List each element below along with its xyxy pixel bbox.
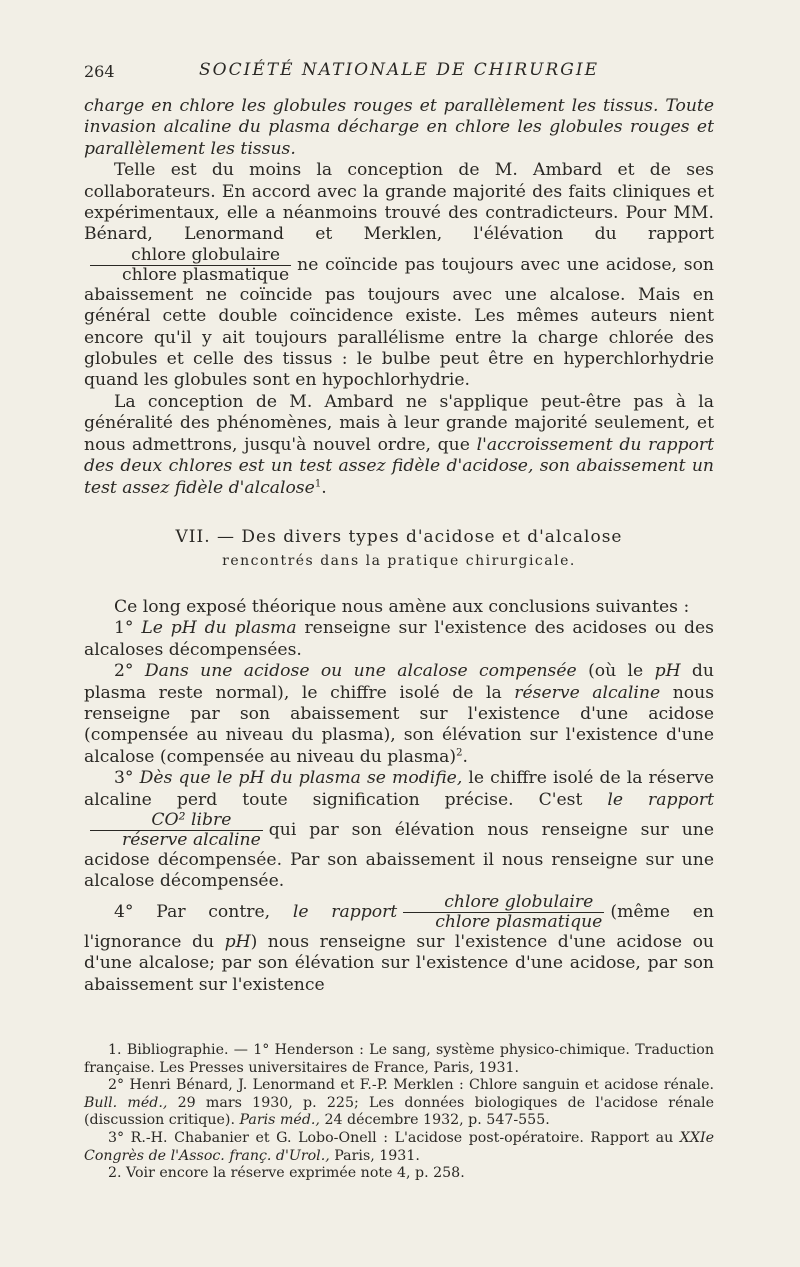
paragraph-ambard	[84, 160, 714, 392]
ratio-chlore-fraction	[90, 246, 291, 285]
list-item	[84, 893, 714, 996]
item-end: .	[462, 746, 468, 767]
footnote-1: 1. Bibliographie. — 1° Henderson : Le sang, système physico-chimique. Traduction française. Les Presses universitaires de France, Paris, 1931.	[84, 1042, 714, 1076]
footnote-2	[84, 1077, 714, 1130]
para3-end: .	[321, 477, 327, 498]
footnote-text: Paris, 1931.	[334, 1147, 420, 1164]
page-header	[84, 58, 714, 86]
para3-italic: l'accroissement du rapport des deux chlores est un test assez fidèle d'acidose, son abaissement un test assez fidèle d'alcalose	[84, 434, 715, 498]
footnote-text: 24 décembre 1932, p. 547-555.	[324, 1112, 550, 1129]
list-item	[84, 768, 714, 893]
item-italic: Dès que le pH du plasma se modifie,	[139, 768, 463, 789]
item-number: 1°	[114, 618, 134, 639]
item-text: qui par son élévation nous renseigne sur une acidose décompensée. Par son abaissement il nous renseigne sur une alcalose décompensée.	[84, 819, 714, 892]
item-italic: le rapport	[292, 901, 398, 922]
journal-title: XXIe Congrès de l'Assoc. franç. d'Urol.,	[84, 1129, 714, 1164]
item-text: le chiffre isolé de la réserve alcaline perd toute signification précise. C'est	[84, 768, 715, 810]
ph-symbol: pH	[224, 931, 251, 952]
ratio-co2-fraction	[90, 811, 263, 850]
paragraph-continuation: charge en chlore les globules rouges et parallèlement les tissus. Toute invasion alcaline du plasma décharge en chlore les globules rouges et parallèlement les tissus.	[84, 96, 714, 159]
fraction-denominator: chlore plasmatique	[435, 911, 603, 932]
item-text: Par contre,	[156, 901, 271, 922]
footnotes	[84, 1042, 714, 1183]
footnote-ref: 1	[314, 477, 322, 489]
fraction-numerator: CO² libre	[90, 811, 263, 831]
ratio-chlore-fraction	[403, 893, 604, 932]
para2-after: ne coïncide pas toujours avec une acidose, son abaissement ne coïncide pas toujours avec une alcalose. Mais en général cette double coïncidence existe. Les mêmes auteurs nient encore qu'il y ait toujours parallélisme entre la charge chlorée des globules et celle des tissus : le bulbe peut être en hyperchlorhydrie quand les globules sont en hypochlorhydrie.	[84, 254, 714, 391]
page-number: 264	[84, 62, 115, 81]
item-text: du plasma reste normal), le chiffre isolé de la	[84, 661, 714, 703]
item-number: 2°	[114, 661, 134, 682]
journal-title: Bull. méd.,	[84, 1094, 168, 1111]
fraction-denominator: réserve alcaline	[122, 829, 261, 850]
item-text: nous renseigne par son abaissement sur l'existence d'une acidose (compensée au niveau du plasma), son élévation sur l'existence d'une alcalose (compensée au niveau du plasma)	[84, 682, 715, 767]
ph-symbol: pH	[654, 661, 681, 682]
footnote-text: 29 mars 1930, p. 225; Les données biologiques de l'acidose rénale (discussion critique).	[84, 1094, 714, 1129]
item-italic: le rapport	[607, 789, 714, 810]
running-title: SOCIÉTÉ NATIONALE DE CHIRURGIE	[199, 60, 599, 80]
item-italic: Dans une acidose ou une alcalose compensée	[144, 661, 577, 682]
item-text: (même en l'ignorance du	[84, 901, 714, 952]
item-italic: réserve alcaline	[514, 682, 661, 703]
item-text: ) nous renseigne sur l'existence d'une acidose ou d'une alcalose; par son élévation sur l'existence d'une acidose, par son abaissement sur l'existence	[84, 931, 714, 995]
item-number: 3°	[114, 768, 134, 789]
body-text	[84, 96, 714, 996]
para3-text: La conception de M. Ambard ne s'applique peut-être pas à la généralité des phénomènes, mais à leur grande majorité seulement, et nous admettrons, jusqu'à nouvel ordre, que	[84, 391, 714, 455]
section-title-line1: VII. — Des divers types d'acidose et d'alcalose	[175, 526, 623, 547]
item-number: 4°	[114, 901, 134, 922]
item-text: (où le	[588, 661, 644, 682]
item-text: renseigne sur l'existence des acidoses ou des alcaloses décompensées.	[84, 618, 714, 660]
footnote-4: 2. Voir encore la réserve exprimée note 4, p. 258.	[108, 1165, 465, 1182]
fraction-denominator: chlore plasmatique	[122, 264, 290, 285]
footnote-3	[84, 1130, 714, 1165]
footnote-text: 3° R.-H. Chabanier et G. Lobo-Onell : L'acidose post-opératoire. Rapport au	[108, 1129, 674, 1146]
footnote-ref: 2	[456, 747, 463, 759]
journal-title: Paris méd.,	[239, 1112, 320, 1129]
fraction-numerator: chlore globulaire	[403, 893, 604, 913]
paragraph-conception	[84, 392, 714, 499]
fraction-numerator: chlore globulaire	[90, 246, 291, 266]
item-italic: Le pH du plasma	[141, 618, 297, 639]
list-item	[84, 661, 714, 768]
list-item	[84, 618, 714, 661]
footnote-text: 2° Henri Bénard, J. Lenormand et F.-P. Merklen : Chlore sanguin et acidose rénale.	[108, 1077, 714, 1094]
section-title-line2: rencontrés dans la pratique chirurgicale.	[222, 552, 576, 569]
paragraph-intro: Ce long exposé théorique nous amène aux conclusions suivantes :	[114, 596, 690, 617]
para2-text: Telle est du moins la conception de M. Ambard et de ses collaborateurs. En accord avec la grande majorité des faits cliniques et expérimentaux, elle a néanmoins trouvé des contradicteurs. Pour MM. Bénard, Lenormand et Merklen, l'élévation du rapport	[84, 160, 714, 245]
section-heading	[84, 525, 714, 573]
